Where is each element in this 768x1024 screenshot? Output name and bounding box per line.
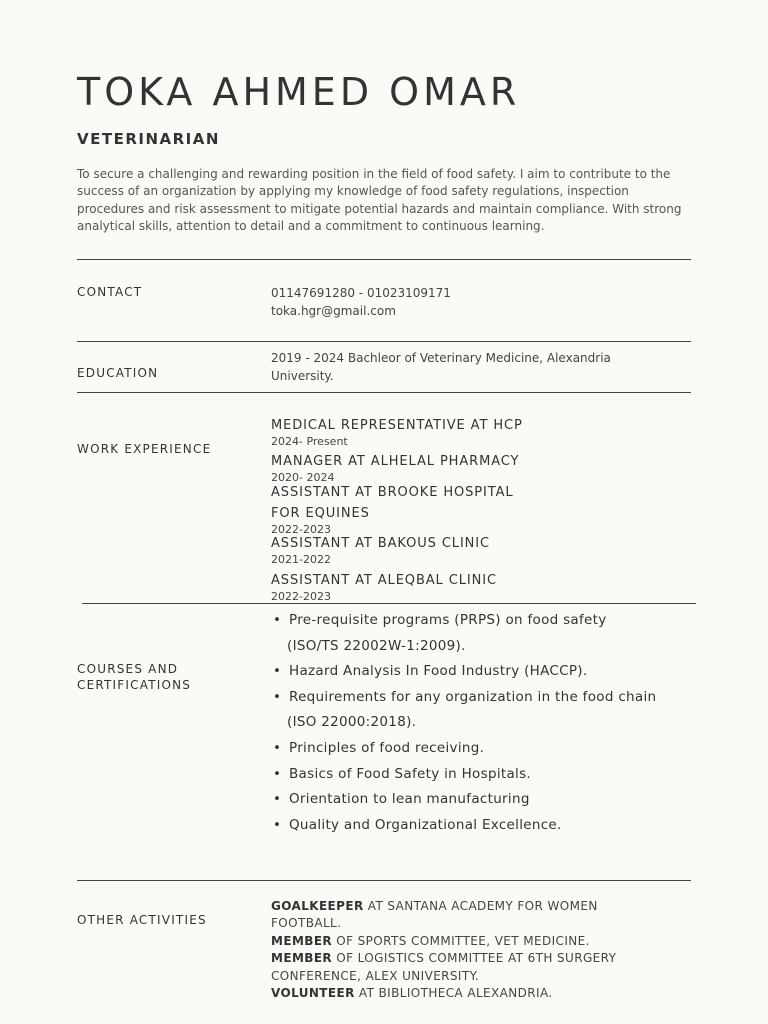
activity-detail: OF SPORTS COMMITTEE, VET MEDICINE. <box>332 933 590 948</box>
activity-detail: AT SANTANA ACADEMY FOR WOMEN FOOTBALL. <box>271 899 598 931</box>
activity-item <box>271 898 631 933</box>
courses-label <box>77 661 191 693</box>
objective-statement: To secure a challenging and rewarding position in the field of food safety. I aim to contribute to the success of an organization by applying my knowledge of food safety regulations, inspection procedures and risk assessment to mitigate potential hazards and maintain compliance. With strong analytical skills, attention to detail and a commitment to continuous learning. <box>77 167 682 233</box>
course-item <box>273 736 703 762</box>
course-item-text: Basics of Food Safety in Hospitals. <box>289 765 532 782</box>
contact-label: CONTACT <box>77 285 143 299</box>
candidate-name: TOKA AHMED OMAR <box>77 70 521 114</box>
education-details <box>271 350 671 385</box>
course-item <box>273 787 703 813</box>
bullet-icon: • <box>273 663 282 680</box>
course-item-text: Pre-requisite programs (PRPS) on food safety <box>289 612 607 628</box>
job-entry-date: 2022-2023 <box>271 590 331 603</box>
bullet-icon: • <box>273 612 282 628</box>
activity-detail: AT BIBLIOTHECA ALEXANDRIA. <box>354 986 553 1001</box>
course-item-text: Requirements for any organization in the food chain <box>289 688 657 705</box>
job-title: VETERINARIAN <box>77 130 220 148</box>
education-line: 2019 - 2024 Bachleor of Veterinary Medicine, Alexandria <box>271 351 611 365</box>
contact-details <box>271 285 451 320</box>
contact-phones: 01147691280 - 01023109171 <box>271 286 451 300</box>
section-divider <box>82 603 696 604</box>
course-item <box>273 685 703 736</box>
job-entry-title: FOR EQUINES <box>271 506 370 521</box>
job-entry <box>271 572 571 604</box>
job-entry-title: MANAGER AT ALHELAL PHARMACY <box>271 454 520 469</box>
section-divider <box>77 392 691 393</box>
course-item <box>273 659 703 685</box>
job-entry-title: ASSISTANT AT ALEQBAL CLINIC <box>271 573 497 588</box>
courses-label-line: COURSES AND <box>77 662 179 676</box>
section-divider <box>77 341 691 342</box>
activity-role: MEMBER <box>271 933 333 948</box>
education-line: University. <box>271 368 334 383</box>
courses-label-line: CERTIFICATIONS <box>77 678 192 692</box>
job-entry <box>271 453 571 485</box>
job-entry-date: 2024- Present <box>271 435 348 448</box>
job-entry <box>271 484 571 537</box>
other-activities-label: OTHER ACTIVITIES <box>77 913 207 927</box>
courses-list <box>273 608 703 838</box>
activity-item <box>271 933 631 950</box>
course-item-text: Hazard Analysis In Food Industry (HACCP). <box>289 663 588 680</box>
activity-role: MEMBER <box>271 951 333 966</box>
course-item-text: Principles of food receiving. <box>289 739 485 756</box>
job-entry <box>271 535 571 567</box>
activity-detail: OF LOGISTICS COMMITTEE AT 6TH SURGERY CONFERENCE, ALEX UNIVERSITY. <box>271 951 617 983</box>
section-divider <box>77 880 691 881</box>
course-item <box>273 608 703 659</box>
activity-role: GOALKEEPER <box>271 899 364 913</box>
course-item-text: Quality and Organizational Excellence. <box>289 816 562 833</box>
bullet-icon: • <box>273 688 282 705</box>
course-item <box>273 762 703 788</box>
work-experience-label: WORK EXPERIENCE <box>77 442 212 456</box>
job-entry-date: 2020- 2024 <box>271 471 335 484</box>
bullet-icon: • <box>273 791 282 808</box>
job-entry <box>271 417 571 449</box>
activity-item <box>271 985 631 1002</box>
course-item-continuation: (ISO 22000:2018). <box>287 714 417 731</box>
job-entry-title: ASSISTANT AT BAKOUS CLINIC <box>271 536 491 551</box>
bullet-icon: • <box>273 765 282 782</box>
course-item-text: Orientation to lean manufacturing <box>289 791 530 808</box>
activity-item <box>271 950 631 985</box>
contact-email: toka.hgr@gmail.com <box>271 303 396 318</box>
activities-list <box>271 898 631 1002</box>
course-item-continuation: (ISO/TS 22002W-1:2009). <box>287 637 466 654</box>
bullet-icon: • <box>273 739 282 756</box>
activity-role: VOLUNTEER <box>271 986 355 1001</box>
job-entry-date: 2022-2023 <box>271 523 331 536</box>
section-divider <box>77 259 691 260</box>
job-entry-title: ASSISTANT AT BROOKE HOSPITAL <box>271 485 514 500</box>
education-label: EDUCATION <box>77 366 159 380</box>
job-entry-title: MEDICAL REPRESENTATIVE AT HCP <box>271 418 523 433</box>
course-item <box>273 813 703 839</box>
job-entry-date: 2021-2022 <box>271 553 331 566</box>
bullet-icon: • <box>273 816 282 833</box>
